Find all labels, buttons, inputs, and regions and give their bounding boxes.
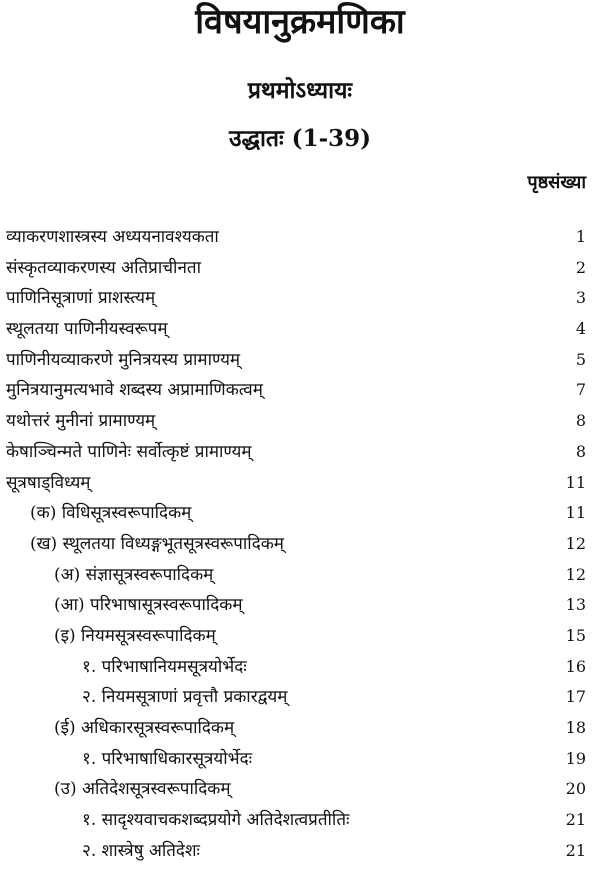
toc-entry bbox=[0, 222, 600, 253]
toc-entry-title: पाणिनिसूत्राणां प्राशस्त्यम् bbox=[6, 288, 156, 309]
toc-entry-title: (ई) अधिकारसूत्रस्वरूपादिकम् bbox=[54, 718, 235, 738]
toc-entry-page: 1 bbox=[575, 227, 586, 246]
toc-entry-title: केषाञ्चिन्मते पाणिनेः सर्वोत्कृष्टं प्रामाण्यम् bbox=[6, 441, 252, 462]
toc-entry-page: 3 bbox=[575, 288, 586, 308]
toc-entry-title: २. नियमसूत्राणां प्रवृत्तौ प्रकारद्वयम् bbox=[82, 687, 288, 708]
toc-entry bbox=[0, 805, 600, 836]
toc-entry bbox=[0, 774, 600, 805]
toc-entry bbox=[0, 744, 600, 775]
toc-entry-page: 8 bbox=[575, 441, 586, 461]
toc-entry-title: १. परिभाषानियमसूत्रयोर्भेदः bbox=[82, 656, 247, 677]
toc-entry bbox=[0, 652, 600, 683]
toc-entry bbox=[0, 345, 600, 376]
toc-entry bbox=[0, 621, 600, 652]
toc-entry-page: 11 bbox=[565, 503, 586, 523]
toc-entry-title: (अ) संज्ञासूत्रस्वरूपादिकम् bbox=[54, 564, 214, 585]
toc-entry-page: 12 bbox=[565, 564, 586, 584]
toc-entry-page: 16 bbox=[565, 656, 586, 676]
toc-entry-page: 4 bbox=[575, 319, 586, 339]
toc-entry-page: 13 bbox=[565, 595, 586, 615]
toc-entry-title: १. सादृश्यवाचकशब्दप्रयोगे अतिदेशत्वप्रतीतिः bbox=[82, 810, 350, 831]
toc-entry bbox=[0, 713, 600, 744]
toc-entry-title: पाणिनीयव्याकरणे मुनित्रयस्य प्रामाण्यम् bbox=[6, 349, 241, 370]
page-number-column-header: पृष्ठसंख्या bbox=[527, 172, 586, 193]
toc-entry-page: 2 bbox=[575, 257, 586, 277]
toc-entry bbox=[0, 283, 600, 314]
toc-entry-page: 7 bbox=[575, 380, 586, 400]
toc-entry-title: (उ) अतिदेशसूत्रस्वरूपादिकम् bbox=[54, 779, 231, 800]
toc-entry-page: 19 bbox=[565, 748, 586, 768]
toc-entry bbox=[0, 590, 600, 621]
toc-entry bbox=[0, 560, 600, 591]
toc-entry bbox=[0, 529, 600, 560]
toc-entry-title: २. शास्त्रेषु अतिदेशः bbox=[82, 840, 200, 861]
section-heading: उद्धातः (1-39) bbox=[228, 125, 372, 152]
toc-entry bbox=[0, 468, 600, 499]
toc-entry-title: सूत्रषाड्विध्यम् bbox=[6, 472, 91, 493]
toc-entry-title: (इ) नियमसूत्रस्वरूपादिकम् bbox=[54, 625, 216, 646]
toc-entry-page: 21 bbox=[565, 810, 586, 830]
toc-entry-page: 12 bbox=[565, 533, 586, 553]
table-of-contents bbox=[0, 222, 600, 866]
toc-entry bbox=[0, 314, 600, 345]
toc-entry bbox=[0, 406, 600, 437]
toc-entry-title: मुनित्रयानुमत्यभावे शब्दस्य अप्रामाणिकत्वम् bbox=[6, 380, 263, 401]
toc-entry-page: 18 bbox=[565, 718, 586, 737]
toc-entry-title: (क) विधिसूत्रस्वरूपादिकम् bbox=[30, 503, 192, 524]
toc-entry-page: 20 bbox=[565, 779, 586, 799]
toc-entry-title: (ख) स्थूलतया विध्यङ्गभूतसूत्रस्वरूपादिकम् bbox=[30, 533, 284, 554]
toc-entry-page: 17 bbox=[565, 687, 586, 707]
toc-entry-page: 21 bbox=[565, 840, 586, 860]
toc-entry-title: स्थूलतया पाणिनीयस्वरूपम् bbox=[6, 319, 168, 340]
toc-entry-page: 15 bbox=[565, 625, 586, 645]
toc-entry bbox=[0, 253, 600, 284]
toc-entry-title: १. परिभाषाधिकारसूत्रयोर्भेदः bbox=[82, 748, 253, 769]
toc-entry-page: 5 bbox=[575, 349, 586, 369]
toc-entry-page: 11 bbox=[565, 472, 586, 492]
chapter-heading: प्रथमोऽध्यायः bbox=[247, 77, 353, 104]
toc-entry-page: 8 bbox=[575, 411, 586, 431]
toc-entry-title: यथोत्तरं मुनीनां प्रामाण्यम् bbox=[6, 411, 156, 432]
toc-entry bbox=[0, 498, 600, 529]
toc-entry bbox=[0, 836, 600, 867]
page-title: विषयानुक्रमणिका bbox=[195, 2, 405, 42]
toc-entry-title: व्याकरणशास्त्रस्य अध्ययनावश्यकता bbox=[6, 227, 219, 247]
toc-entry bbox=[0, 375, 600, 406]
toc-entry bbox=[0, 682, 600, 713]
toc-entry bbox=[0, 437, 600, 468]
toc-entry-title: संस्कृतव्याकरणस्य अतिप्राचीनता bbox=[6, 257, 201, 278]
toc-entry-title: (आ) परिभाषासूत्रस्वरूपादिकम् bbox=[54, 595, 243, 616]
